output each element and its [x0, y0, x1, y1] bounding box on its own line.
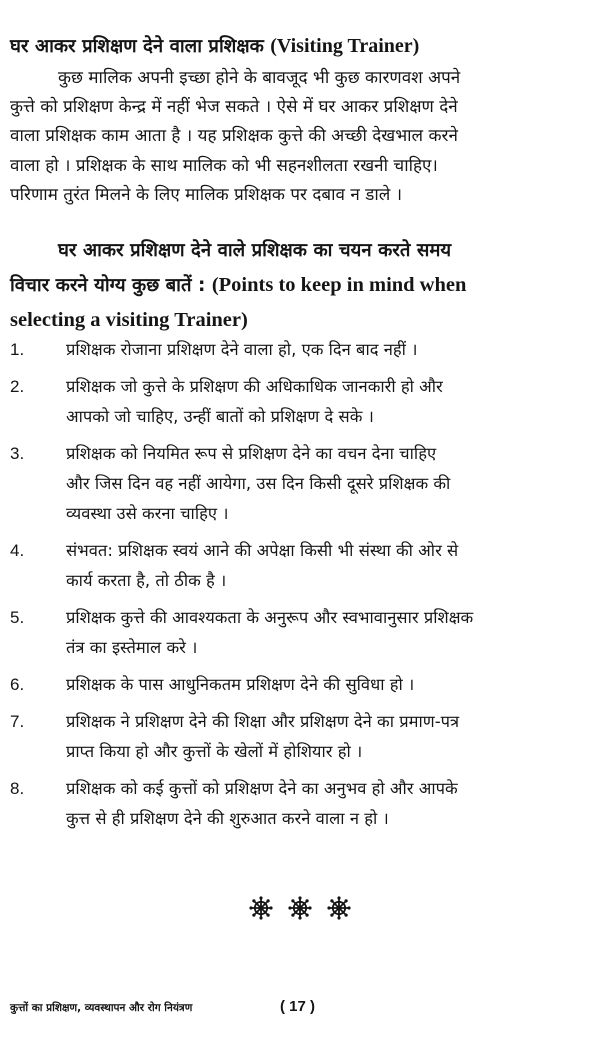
list-item [0, 536, 590, 596]
list-item-line: और जिस दिन वह नहीं आयेगा, उस दिन किसी दूसरे प्रशिक्षक की [66, 474, 451, 493]
section-ornament [0, 893, 600, 923]
page-number: ( 17 ) [280, 998, 316, 1015]
list-item [0, 439, 590, 529]
list-item-number: 7. [10, 712, 25, 731]
list-item-line: प्रशिक्षक जो कुत्ते के प्रशिक्षण की अधिकाधिक जानकारी हो और [66, 377, 443, 396]
list-item-line: संभवत: प्रशिक्षक स्वयं आने की अपेक्षा किसी भी संस्था की ओर से [66, 541, 459, 560]
list-item-number: 6. [10, 675, 25, 694]
list-item-line: कार्य करता है, तो ठीक है । [66, 571, 227, 590]
subheading-english: (Points to keep in mind when [211, 274, 467, 296]
footer-book-title: कुत्तों का प्रशिक्षण, व्यवस्थापन और रोग नियंत्रण [10, 1002, 193, 1014]
list-item-number: 4. [10, 541, 25, 560]
intro-line: कुत्ते को प्रशिक्षण केन्द्र में नहीं भेज सकते । ऐसे में घर आकर प्रशिक्षण देने [10, 97, 458, 118]
list-item-number: 8. [10, 779, 25, 798]
subheading [10, 234, 590, 337]
intro-line: वाला प्रशिक्षक काम आता है । यह प्रशिक्षक कुत्ते की अच्छी देखभाल करने [10, 126, 458, 147]
dharma-wheel-icon [249, 895, 288, 920]
list-item-line: प्राप्त किया हो और कुत्तों के खेलों में होशियार हो । [66, 742, 363, 761]
subheading-line-1: घर आकर प्रशिक्षण देने वाले प्रशिक्षक का चयन करते समय [58, 240, 452, 261]
subheading-hindi: विचार करने योग्य कुछ बातें : [10, 275, 206, 296]
dharma-wheel-icon [288, 895, 327, 920]
list-item-number: 3. [10, 444, 25, 463]
section-heading-english: (Visiting Trainer) [270, 35, 420, 57]
list-item [0, 372, 590, 432]
section-heading-hindi: घर आकर प्रशिक्षण देने वाला प्रशिक्षक [10, 36, 264, 57]
list-item [0, 603, 590, 663]
intro-line: कुछ मालिक अपनी इच्छा होने के बावजूद भी कुछ कारणवश अपने [58, 68, 461, 88]
list-item-line: तंत्र का इस्तेमाल करे । [66, 638, 198, 657]
intro-paragraph [10, 64, 590, 210]
list-item-number: 5. [10, 608, 25, 627]
dharma-wheel-icon [327, 895, 351, 920]
subheading-line-2 [10, 268, 590, 303]
list-item [0, 670, 590, 700]
intro-line: वाला हो । प्रशिक्षक के साथ मालिक को भी सहनशीलता रखनी चाहिए। [10, 155, 438, 176]
list-item [0, 774, 590, 834]
list-item [0, 335, 590, 365]
section-heading [10, 32, 590, 61]
list-item-line: प्रशिक्षक को नियमित रूप से प्रशिक्षण देने का वचन देना चाहिए [66, 444, 437, 463]
list-item-line: प्रशिक्षक को कई कुत्तों को प्रशिक्षण देने का अनुभव हो और आपके [66, 779, 458, 798]
list-item [0, 707, 590, 767]
points-list [0, 335, 600, 841]
list-item-number: 1. [10, 340, 25, 359]
list-item-line: प्रशिक्षक के पास आधुनिकतम प्रशिक्षण देने की सुविधा हो । [66, 675, 415, 694]
intro-line: परिणाम तुरंत मिलने के लिए मालिक प्रशिक्षक पर दबाव न डाले । [10, 184, 403, 205]
list-item-number: 2. [10, 377, 25, 396]
subheading-line-3: selecting a visiting Trainer) [10, 309, 248, 331]
list-item-line: आपको जो चाहिए, उन्हीं बातों को प्रशिक्षण दे सके । [66, 407, 374, 426]
list-item-line: कुत्त से ही प्रशिक्षण देने की शुरुआत करने वाला न हो । [66, 809, 389, 828]
list-item-line: प्रशिक्षक ने प्रशिक्षण देने की शिक्षा और प्रशिक्षण देने का प्रमाण-पत्र [66, 712, 460, 731]
list-item-line: प्रशिक्षक रोजाना प्रशिक्षण देने वाला हो, एक दिन बाद नहीं । [66, 340, 418, 359]
list-item-line: प्रशिक्षक कुत्ते की आवश्यकता के अनुरूप और स्वभावानुसार प्रशिक्षक [66, 608, 474, 627]
list-item-line: व्यवस्था उसे करना चाहिए । [66, 504, 229, 523]
